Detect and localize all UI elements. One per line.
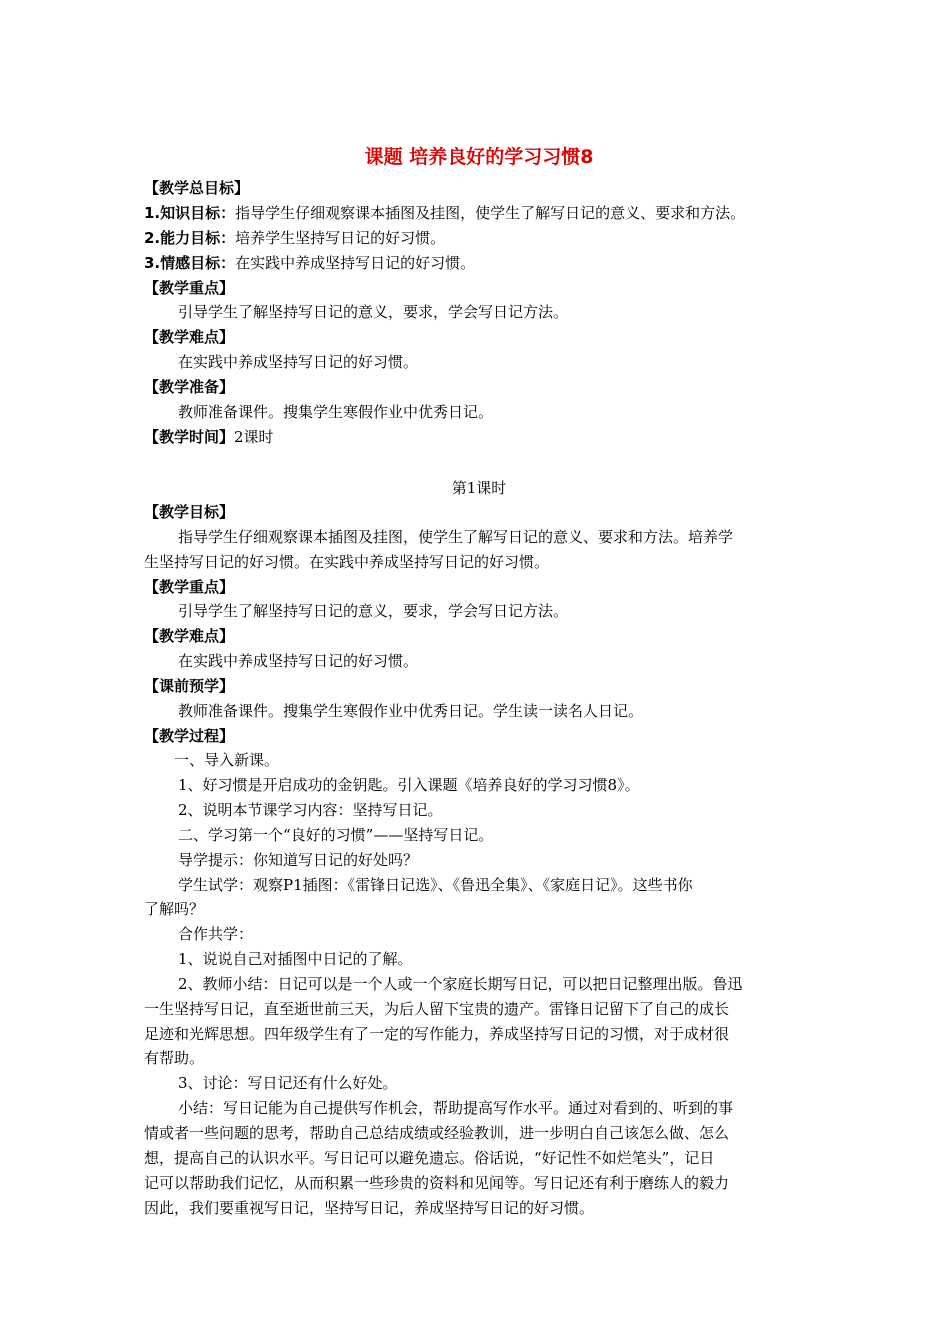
lesson-goals-line-2: 生坚持写日记的好习惯。在实践中养成坚持写日记的好习惯。 — [144, 553, 550, 571]
process-line: 小结：写日记能为自己提供写作机会，帮助提高写作水平。通过对看到的、听到的事 — [178, 1099, 734, 1117]
goals-header: 【教学总目标】 — [144, 179, 250, 197]
lesson-heading: 第1课时 — [451, 479, 507, 497]
process-line: 二、学习第一个“良好的习惯”——坚持写日记。 — [178, 826, 494, 844]
lesson-goals-header: 【教学目标】 — [144, 503, 235, 521]
process-line: 1、说说自己对插图中日记的了解。 — [178, 950, 413, 968]
process-line: 想，提高自己的认识水平。写日记可以避免遗忘。俗话说，“好记性不如烂笔头”，记日 — [144, 1149, 715, 1167]
difficulty-header: 【教学难点】 — [144, 328, 235, 346]
goal-3 — [144, 251, 475, 275]
time-header: 【教学时间】 — [144, 428, 235, 446]
page-title: 课题 培养良好的学习习惯8 — [364, 146, 594, 168]
goal-1-label: 1.知识目标： — [144, 204, 236, 222]
process-line: 2、说明本节课学习内容：坚持写日记。 — [178, 801, 443, 819]
goal-3-text: 在实践中养成坚持写日记的好习惯。 — [235, 254, 476, 272]
difficulty-text: 在实践中养成坚持写日记的好习惯。 — [178, 353, 419, 371]
process-line: 1、好习惯是开启成功的金钥匙。引入课题《培养良好的学习习惯8》。 — [178, 776, 640, 794]
focus-header: 【教学重点】 — [144, 279, 235, 297]
lesson-focus-header: 【教学重点】 — [144, 578, 235, 596]
process-line: 记可以帮助我们记忆，从而积累一些珍贵的资料和见闻等。写日记还有利于磨练人的毅力 — [144, 1174, 730, 1192]
time-text: 2课时 — [234, 428, 274, 446]
process-line: 情或者一些问题的思考，帮助自己总结成绩或经验教训，进一步明白自己该怎么做、怎么 — [144, 1124, 730, 1142]
process-line: 合作共学： — [178, 925, 254, 943]
lesson-focus-text: 引导学生了解坚持写日记的意义，要求，学会写日记方法。 — [178, 602, 569, 620]
process-line: 一、导入新课。 — [174, 751, 280, 769]
preview-text: 教师准备课件。搜集学生寒假作业中优秀日记。学生读一读名人日记。 — [178, 702, 644, 720]
process-line: 导学提示：你知道写日记的好处吗？ — [178, 851, 419, 869]
lesson-goals-line-1: 指导学生仔细观察课本插图及挂图，使学生了解写日记的意义、要求和方法。培养学 — [178, 528, 734, 546]
process-line: 学生试学：观察P1插图：《雷锋日记选》、《鲁迅全集》、《家庭日记》。这些书你 — [178, 876, 693, 894]
goal-2-text: 培养学生坚持写日记的好习惯。 — [235, 229, 446, 247]
process-line: 足迹和光辉思想。四年级学生有了一定的写作能力，养成坚持写日记的习惯，对于成材很 — [144, 1025, 730, 1043]
goal-3-label: 3.情感目标： — [144, 254, 236, 272]
process-line: 3、讨论：写日记还有什么好处。 — [178, 1074, 398, 1092]
focus-text: 引导学生了解坚持写日记的意义，要求，学会写日记方法。 — [178, 303, 569, 321]
goal-1 — [144, 201, 745, 225]
goal-2-label: 2.能力目标： — [144, 229, 236, 247]
time-row — [144, 425, 274, 449]
process-line: 2、教师小结：日记可以是一个人或一个家庭长期写日记，可以把日记整理出版。鲁迅 — [178, 975, 743, 993]
process-line: 一生坚持写日记，直至逝世前三天，为后人留下宝贵的遗产。雷锋日记留下了自己的成长 — [144, 1000, 730, 1018]
process-line: 了解吗？ — [144, 900, 205, 918]
prep-header: 【教学准备】 — [144, 378, 235, 396]
goal-2 — [144, 226, 445, 250]
preview-header: 【课前预学】 — [144, 677, 235, 695]
lesson-difficulty-header: 【教学难点】 — [144, 627, 235, 645]
process-header: 【教学过程】 — [144, 727, 235, 745]
prep-text: 教师准备课件。搜集学生寒假作业中优秀日记。 — [178, 403, 494, 421]
process-line: 有帮助。 — [144, 1049, 205, 1067]
goal-1-text: 指导学生仔细观察课本插图及挂图，使学生了解写日记的意义、要求和方法。 — [235, 204, 746, 222]
process-line: 因此，我们要重视写日记，坚持写日记，养成坚持写日记的好习惯。 — [144, 1199, 595, 1217]
lesson-difficulty-text: 在实践中养成坚持写日记的好习惯。 — [178, 652, 419, 670]
